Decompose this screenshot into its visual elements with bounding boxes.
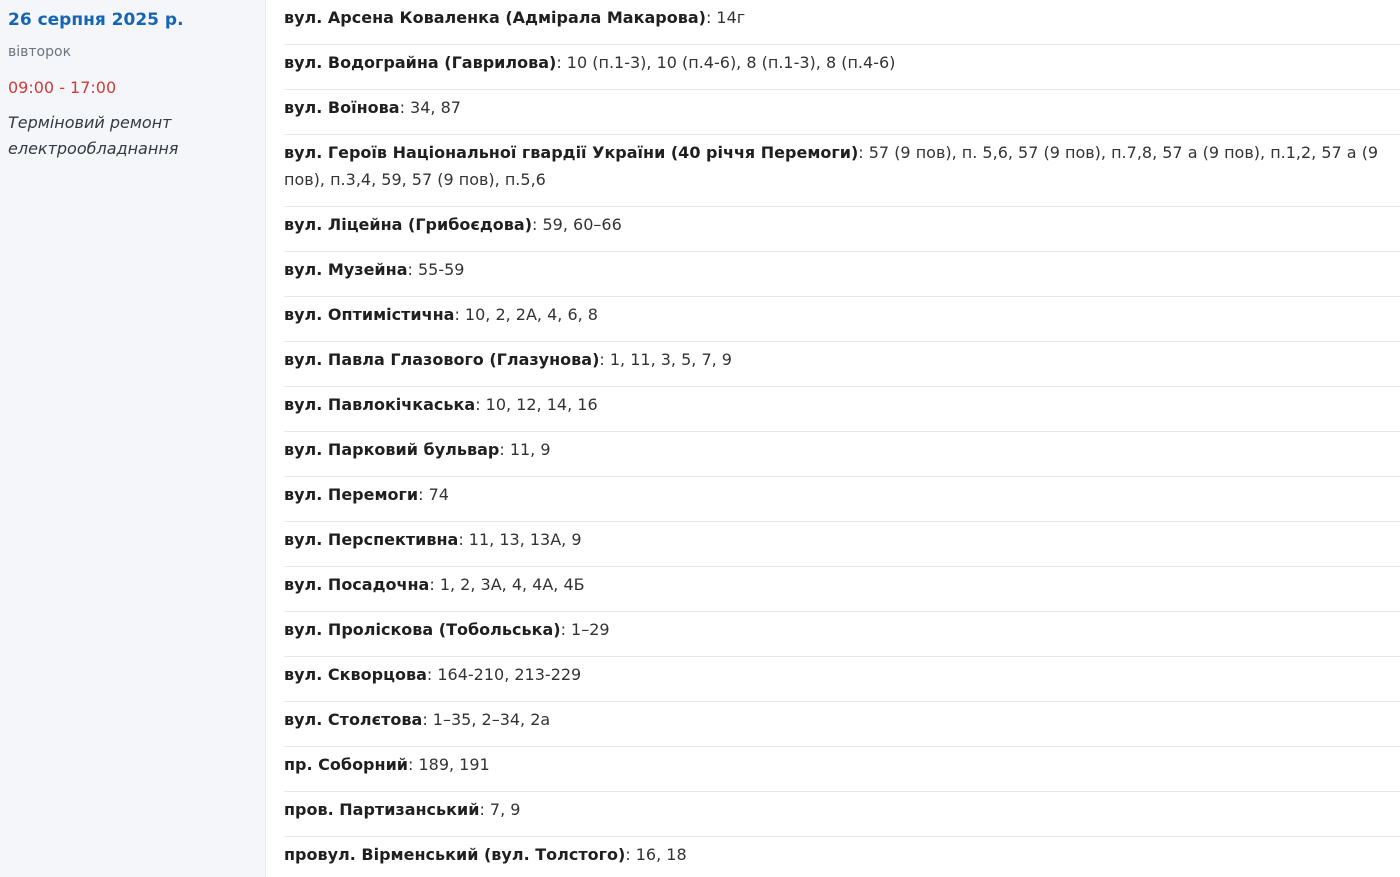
address-row xyxy=(284,612,1400,657)
house-numbers: : 189, 191 xyxy=(407,755,490,774)
street-name: вул. Павла Глазового (Глазунова) xyxy=(284,350,600,369)
house-numbers: : 1–35, 2–34, 2а xyxy=(422,710,551,729)
house-numbers: : 7, 9 xyxy=(479,800,521,819)
house-numbers: : 14г xyxy=(705,8,746,27)
address-row xyxy=(284,837,1400,877)
address-row xyxy=(284,657,1400,702)
house-numbers: : 16, 18 xyxy=(625,845,687,864)
street-name: вул. Столєтова xyxy=(284,710,423,729)
address-row xyxy=(284,477,1400,522)
street-name: вул. Павлокічкаська xyxy=(284,395,476,414)
street-name: вул. Скворцова xyxy=(284,665,427,684)
schedule-sidebar xyxy=(0,0,266,877)
address-row xyxy=(284,135,1400,207)
address-row xyxy=(284,207,1400,252)
house-numbers: : 1–29 xyxy=(560,620,610,639)
address-row xyxy=(284,792,1400,837)
street-name: вул. Посадочна xyxy=(284,575,430,594)
street-name: вул. Проліскова (Тобольська) xyxy=(284,620,561,639)
house-numbers: : 74 xyxy=(418,485,449,504)
address-list xyxy=(284,0,1400,877)
address-panel xyxy=(266,0,1400,877)
house-numbers: : 11, 13, 13А, 9 xyxy=(458,530,582,549)
address-row xyxy=(284,387,1400,432)
street-name: пров. Партизанський xyxy=(284,800,480,819)
outage-reason: Терміновий ремонт електрообладнання xyxy=(8,113,179,158)
street-name: вул. Ліцейна (Грибоєдова) xyxy=(284,215,533,234)
street-name: вул. Музейна xyxy=(284,260,408,279)
house-numbers: : 34, 87 xyxy=(399,98,461,117)
street-name: вул. Парковий бульвар xyxy=(284,440,500,459)
address-row xyxy=(284,702,1400,747)
house-numbers: : 164-210, 213-229 xyxy=(426,665,582,684)
address-row xyxy=(284,342,1400,387)
house-numbers: : 59, 60–66 xyxy=(532,215,622,234)
street-name: вул. Оптимістична xyxy=(284,305,455,324)
house-numbers: : 10, 12, 14, 16 xyxy=(475,395,598,414)
address-row xyxy=(284,0,1400,45)
address-row xyxy=(284,252,1400,297)
address-row xyxy=(284,45,1400,90)
outage-time-range: 09:00 - 17:00 xyxy=(8,78,117,97)
street-name: вул. Героїв Національної гвардії України (40 річчя Перемоги) xyxy=(284,143,859,162)
house-numbers: : 55-59 xyxy=(407,260,465,279)
street-name: пр. Соборний xyxy=(284,755,408,774)
street-name: провул. Вірменський (вул. Толстого) xyxy=(284,845,626,864)
house-numbers: : 10, 2, 2А, 4, 6, 8 xyxy=(454,305,598,324)
house-numbers: : 57 (9 пов), п. 5,6, 57 (9 пов), п.7,8, 57 а (9 пов), п.1,2, 57 а (9 пов), п.3,4, 59, 57 (9 пов), п.5,6 xyxy=(284,143,1379,189)
address-row xyxy=(284,522,1400,567)
street-name: вул. Перспективна xyxy=(284,530,459,549)
house-numbers: : 11, 9 xyxy=(499,440,551,459)
street-name: вул. Перемоги xyxy=(284,485,419,504)
street-name: вул. Водограйна (Гаврилова) xyxy=(284,53,557,72)
address-row xyxy=(284,90,1400,135)
house-numbers: : 1, 11, 3, 5, 7, 9 xyxy=(599,350,732,369)
address-row xyxy=(284,432,1400,477)
street-name: вул. Арсена Коваленка (Адмірала Макарова) xyxy=(284,8,706,27)
address-row xyxy=(284,567,1400,612)
street-name: вул. Воїнова xyxy=(284,98,400,117)
house-numbers: : 1, 2, 3А, 4, 4А, 4Б xyxy=(429,575,585,594)
house-numbers: : 10 (п.1-3), 10 (п.4-6), 8 (п.1-3), 8 (п.4-6) xyxy=(556,53,896,72)
address-row xyxy=(284,747,1400,792)
outage-weekday: вівторок xyxy=(8,44,72,60)
outage-date: 26 серпня 2025 р. xyxy=(8,10,184,30)
address-row xyxy=(284,297,1400,342)
